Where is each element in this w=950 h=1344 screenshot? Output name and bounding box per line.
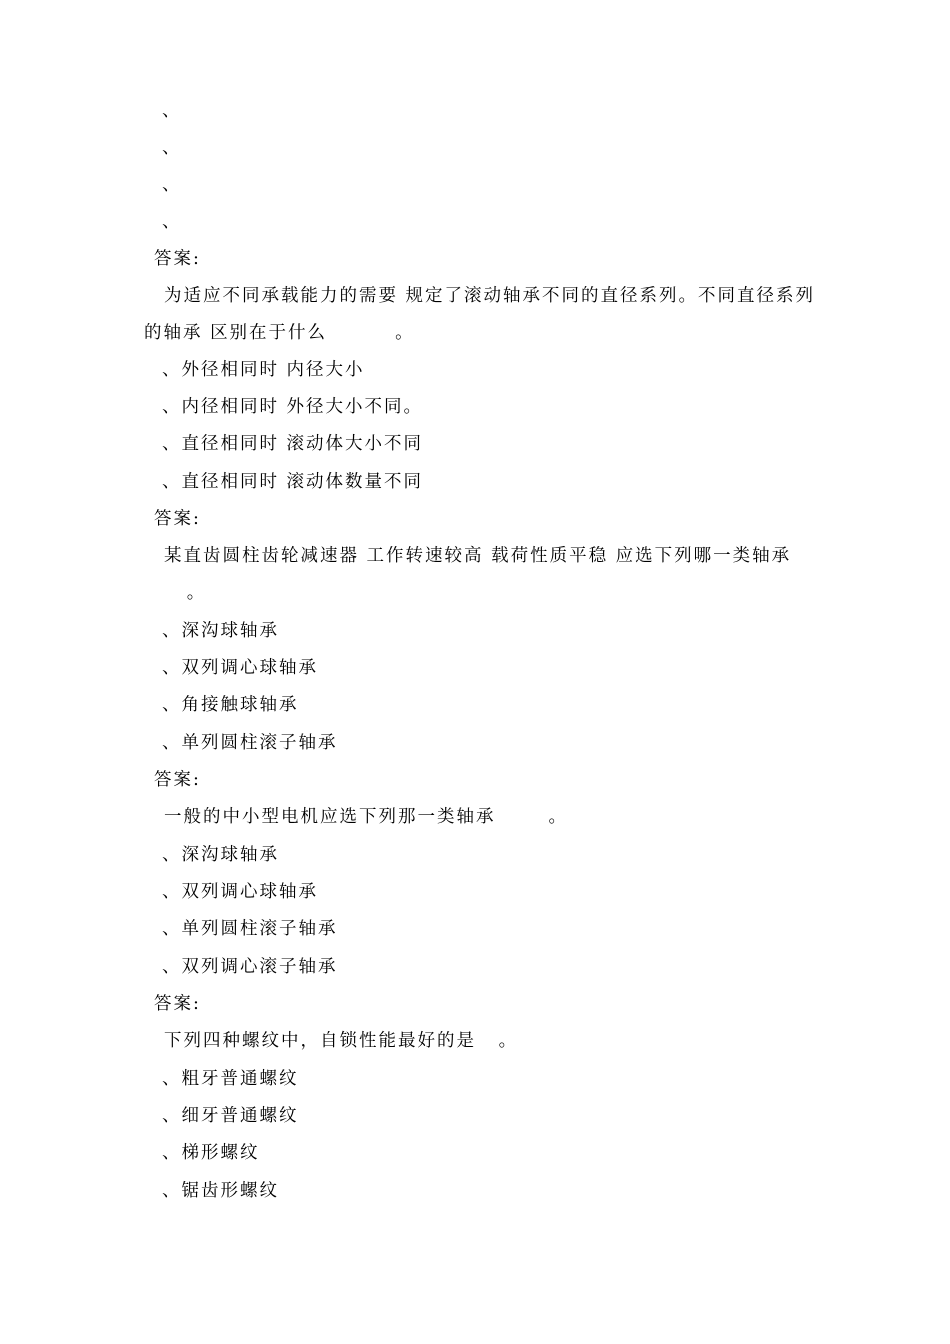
option-c: 、角接触球轴承 (162, 695, 299, 715)
option-marker: 、 (162, 212, 182, 232)
option-a: 、深沟球轴承 (162, 621, 279, 641)
option-marker: 、 (162, 138, 182, 158)
question-stem: 某直齿圆柱齿轮减速器 工作转速较高 载荷性质平稳 应选下列哪一类轴承 (164, 546, 792, 566)
answer-label: 答案: (154, 994, 201, 1014)
answer-label: 答案: (154, 249, 201, 269)
question-stem: 的轴承 区别在于什么 。 (144, 323, 415, 343)
option-marker: 、 (162, 101, 182, 121)
option-b: 、双列调心球轴承 (162, 658, 318, 678)
option-b: 、双列调心球轴承 (162, 882, 318, 902)
answer-label: 答案: (154, 509, 201, 529)
option-b: 、细牙普通螺纹 (162, 1106, 299, 1126)
option-a: 、外径相同时 内径大小 (162, 360, 365, 380)
question-stem: 为适应不同承载能力的需要 规定了滚动轴承不同的直径系列。不同直径系列 (164, 286, 816, 306)
option-marker: 、 (162, 175, 182, 195)
option-d: 、锯齿形螺纹 (162, 1181, 279, 1201)
question-stem: 下列四种螺纹中，自锁性能最好的是 。 (164, 1031, 519, 1051)
option-a: 、粗牙普通螺纹 (162, 1069, 299, 1089)
question-stem: 一般的中小型电机应选下列那一类轴承 。 (164, 807, 568, 827)
option-d: 、直径相同时 滚动体数量不同 (162, 472, 424, 492)
option-a: 、深沟球轴承 (162, 845, 279, 865)
option-b: 、内径相同时 外径大小不同。 (162, 397, 424, 417)
option-d: 、双列调心滚子轴承 (162, 957, 338, 977)
question-stem: 。 (164, 583, 207, 603)
option-c: 、单列圆柱滚子轴承 (162, 919, 338, 939)
option-c: 、直径相同时 滚动体大小不同 (162, 434, 424, 454)
option-c: 、梯形螺纹 (162, 1143, 260, 1163)
answer-label: 答案: (154, 770, 201, 790)
option-d: 、单列圆柱滚子轴承 (162, 733, 338, 753)
